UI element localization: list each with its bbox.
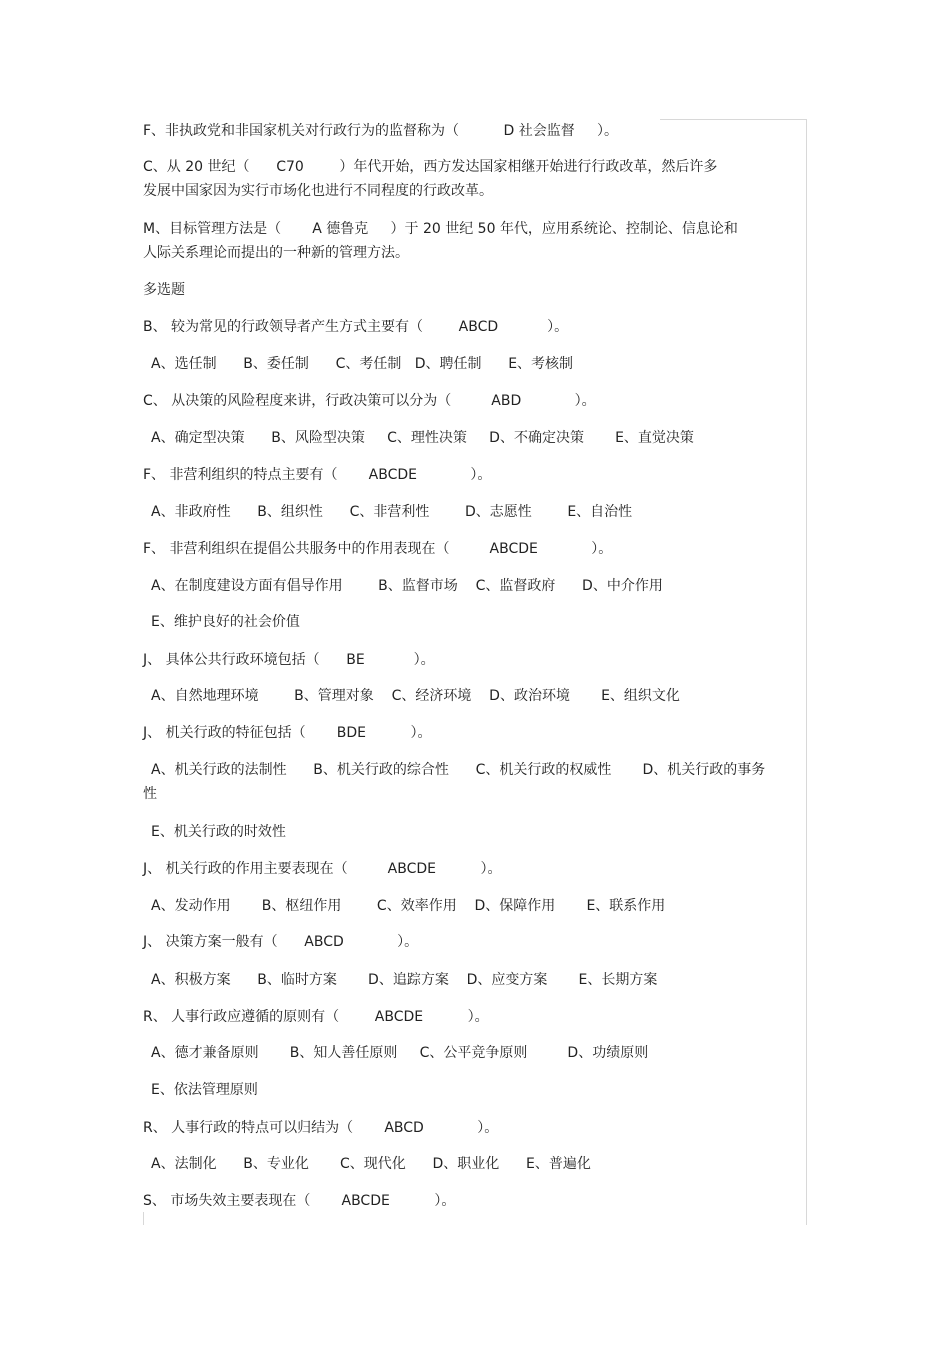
options-line: E、依法管理原则 — [151, 1082, 258, 1098]
question-line: C、从 20 世纪（ C70 ）年代开始，西方发达国家相继开始进行行政改革，然后许多 — [143, 159, 718, 175]
question-line: S、 市场失效主要表现在（ ABCDE ）。 — [143, 1193, 456, 1209]
frame-border-right — [806, 119, 807, 1225]
question-line: J、 决策方案一般有（ ABCD ）。 — [143, 934, 419, 950]
question-line: J、 具体公共行政环境包括（ BE ）。 — [143, 652, 435, 668]
question-line: R、 人事行政应遵循的原则有（ ABCDE ）。 — [143, 1009, 489, 1025]
question-line: C、 从决策的风险程度来讲，行政决策可以分为（ ABD ）。 — [143, 393, 596, 409]
options-line: A、自然地理环境 B、管理对象 C、经济环境 D、政治环境 E、组织文化 — [151, 688, 680, 704]
question-line: M、目标管理方法是（ A 德鲁克 ）于 20 世纪 50 年代，应用系统论、控制论、信息论和 — [143, 221, 738, 237]
section-heading: 多选题 — [143, 282, 185, 298]
options-line: E、维护良好的社会价值 — [151, 614, 300, 630]
question-line: B、 较为常见的行政领导者产生方式主要有（ ABCD ）。 — [143, 319, 569, 335]
options-line: A、法制化 B、专业化 C、现代化 D、职业化 E、普遍化 — [151, 1156, 591, 1172]
question-line: F、 非营利组织的特点主要有（ ABCDE ）。 — [143, 467, 492, 483]
question-line-continued: 发展中国家因为实行市场化也进行不同程度的行政改革。 — [143, 183, 493, 199]
options-line: A、确定型决策 B、风险型决策 C、理性决策 D、不确定决策 E、直觉决策 — [151, 430, 694, 446]
options-line: A、在制度建设方面有倡导作用 B、监督市场 C、监督政府 D、中介作用 — [151, 578, 663, 594]
question-line: R、 人事行政的特点可以归结为（ ABCD ）。 — [143, 1120, 499, 1136]
options-line: A、德才兼备原则 B、知人善任原则 C、公平竞争原则 D、功绩原则 — [151, 1045, 649, 1061]
options-line: A、发动作用 B、枢纽作用 C、效率作用 D、保障作用 E、联系作用 — [151, 898, 666, 914]
question-line-continued: 人际关系理论而提出的一种新的管理方法。 — [143, 245, 409, 261]
question-line: J、 机关行政的特征包括（ BDE ）。 — [143, 725, 432, 741]
frame-border-top — [660, 119, 807, 120]
options-line: A、机关行政的法制性 B、机关行政的综合性 C、机关行政的权威性 D、机关行政的事务 — [151, 762, 766, 778]
options-line: A、积极方案 B、临时方案 D、追踪方案 D、应变方案 E、长期方案 — [151, 972, 658, 988]
question-line: F、 非营利组织在提倡公共服务中的作用表现在（ ABCDE ）。 — [143, 541, 613, 557]
options-line: A、选任制 B、委任制 C、考任制 D、聘任制 E、考核制 — [151, 356, 574, 372]
question-line: J、 机关行政的作用主要表现在（ ABCDE ）。 — [143, 861, 502, 877]
options-line-continued: 性 — [143, 786, 157, 802]
question-line: F、非执政党和非国家机关对行政行为的监督称为（ D 社会监督 ）。 — [143, 123, 619, 139]
frame-border-left — [143, 1212, 144, 1225]
options-line: A、非政府性 B、组织性 C、非营利性 D、志愿性 E、自治性 — [151, 504, 633, 520]
options-line: E、机关行政的时效性 — [151, 824, 286, 840]
